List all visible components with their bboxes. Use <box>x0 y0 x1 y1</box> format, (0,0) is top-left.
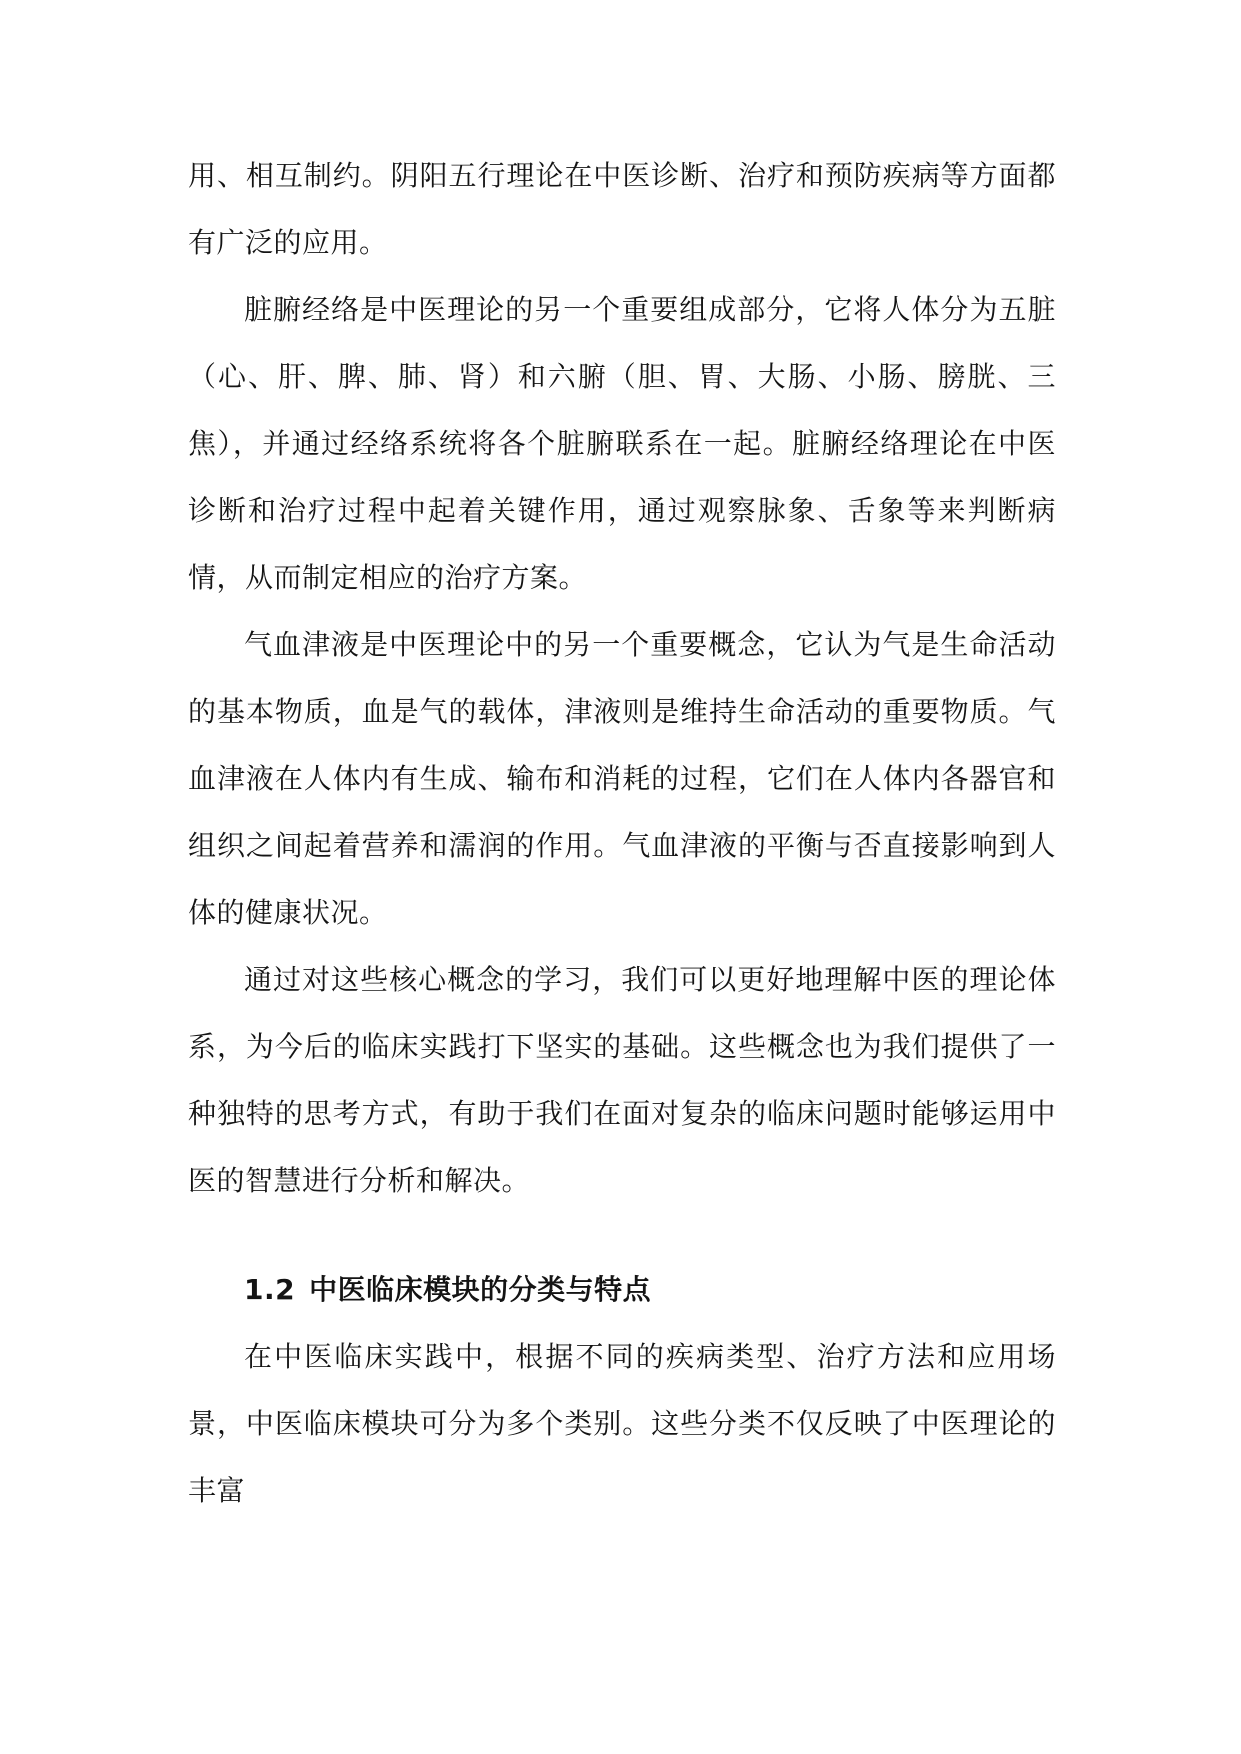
paragraph-section-intro: 在中医临床实践中，根据不同的疾病类型、治疗方法和应用场景，中医临床模块可分为多个类别。这些分类不仅反映了中医理论的丰富 <box>188 1340 1056 1507</box>
section-title: 中医临床模块的分类与特点 <box>309 1273 652 1306</box>
paragraph-qixue-jinye: 气血津液是中医理论中的另一个重要概念，它认为气是生命活动的基本物质，血是气的载体，津液则是维持生命活动的重要物质。气血津液在人体内有生成、输布和消耗的过程，它们在人体内各器官和组织之间起着营养和濡润的作用。气血津液的平衡与否直接影响到人体的健康状况。 <box>188 628 1056 929</box>
section-heading <box>188 1256 1056 1323</box>
paragraph-continued: 用、相互制约。阴阳五行理论在中医诊断、治疗和预防疾病等方面都有广泛的应用。 <box>188 159 1056 259</box>
document-body <box>188 142 1056 1524</box>
section-number: 1.2 <box>244 1273 296 1306</box>
paragraph-zangfu-jingluo: 脏腑经络是中医理论的另一个重要组成部分，它将人体分为五脏（心、肝、脾、肺、肾）和六腑（胆、胃、大肠、小肠、膀胱、三焦），并通过经络系统将各个脏腑联系在一起。脏腑经络理论在中医诊断和治疗过程中起着关键作用，通过观察脉象、舌象等来判断病情，从而制定相应的治疗方案。 <box>188 293 1056 594</box>
paragraph-core-concepts: 通过对这些核心概念的学习，我们可以更好地理解中医的理论体系，为今后的临床实践打下坚实的基础。这些概念也为我们提供了一种独特的思考方式，有助于我们在面对复杂的临床问题时能够运用中医的智慧进行分析和解决。 <box>188 963 1056 1197</box>
